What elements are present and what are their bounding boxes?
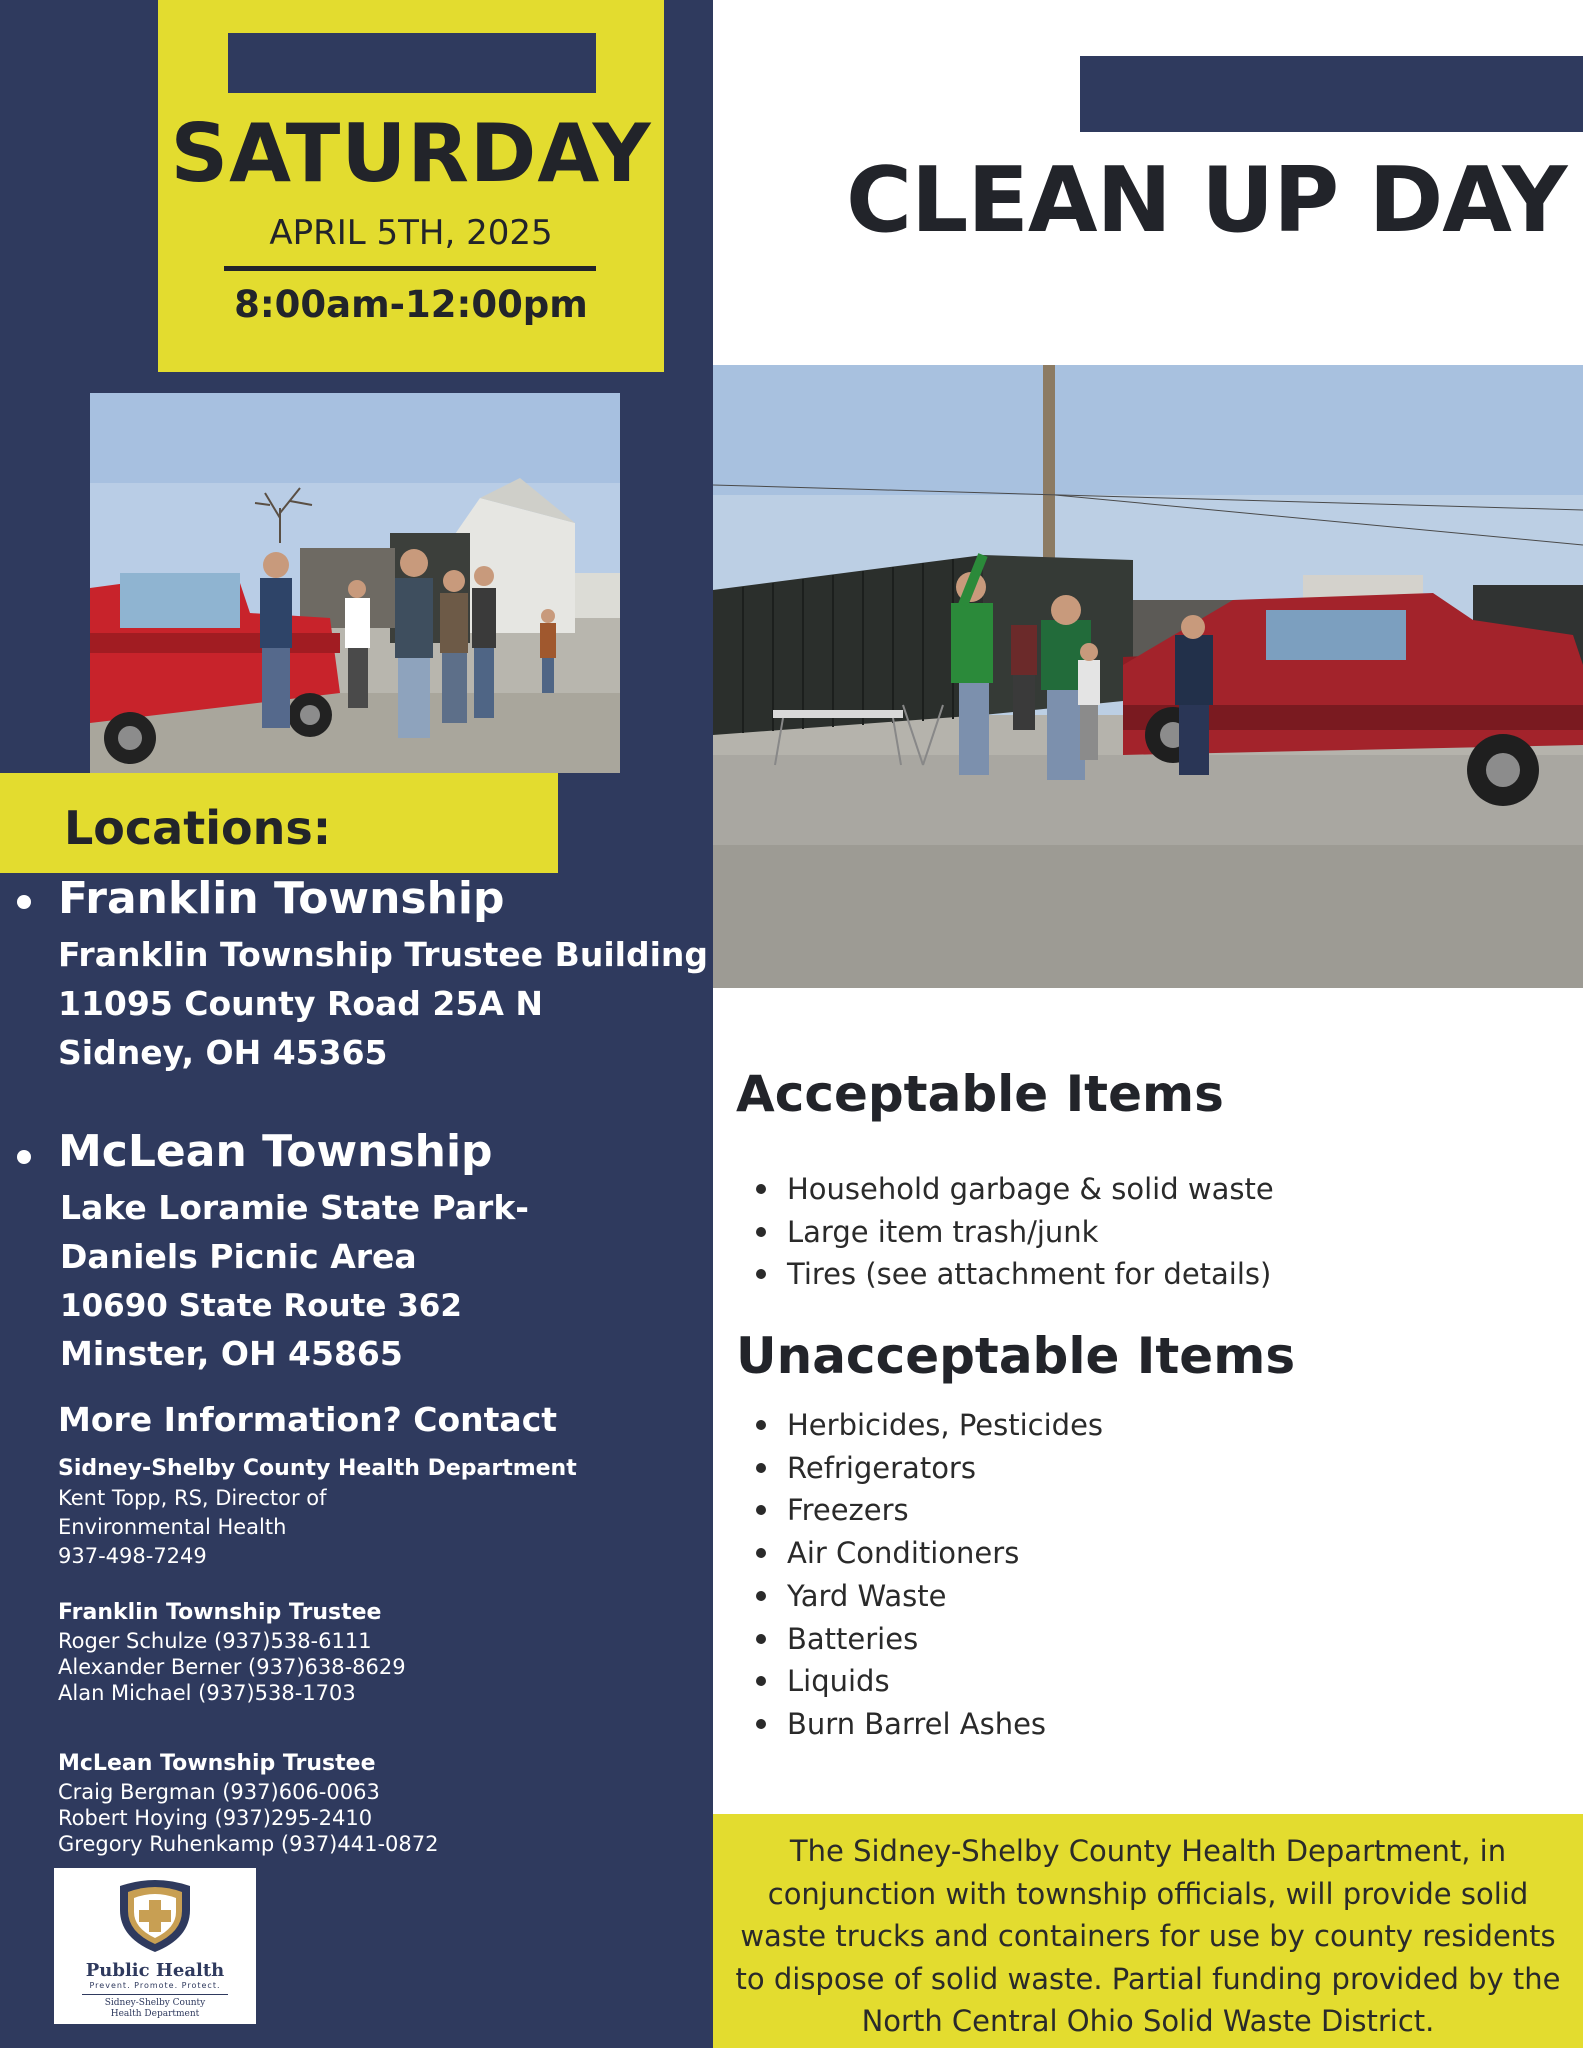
location-mclean-line: Minster, OH 45865 [60, 1334, 403, 1373]
contact-org-name: McLean Township Trustee [58, 1751, 376, 1776]
list-item [756, 1703, 1103, 1746]
public-health-logo [54, 1868, 256, 2024]
logo-dept-line: Sidney-Shelby County [104, 1998, 206, 2008]
contact-line: Alexander Berner (937)638-8629 [58, 1655, 406, 1679]
bullet-icon [756, 1420, 766, 1430]
contact-mclean-trustee [58, 1749, 438, 1857]
bullet-icon [756, 1548, 766, 1558]
contact-phone: 937-498-7249 [58, 1544, 207, 1568]
info-note-line: North Central Ohio Solid Waste District. [861, 2004, 1435, 2038]
logo-tagline: Prevent. Promote. Protect. [89, 1981, 221, 1990]
unacceptable-list [756, 1404, 1103, 1746]
bullet-icon [756, 1505, 766, 1515]
bullet-icon [17, 895, 31, 909]
info-note-line: waste trucks and containers for use by county residents [740, 1919, 1556, 1953]
shield-cross-icon [54, 1868, 256, 1960]
location-mclean-line: Daniels Picnic Area [60, 1237, 417, 1276]
event-time: 8:00am-12:00pm [234, 283, 588, 326]
acceptable-list [756, 1168, 1274, 1296]
list-item [756, 1404, 1103, 1447]
location-franklin-line: Franklin Township Trustee Building [58, 935, 708, 974]
bullet-icon [756, 1184, 766, 1194]
decorative-bar [228, 33, 596, 93]
info-note-line: to dispose of solid waste. Partial funding provided by the [735, 1961, 1561, 1996]
bullet-icon [756, 1676, 766, 1686]
list-item-label: Burn Barrel Ashes [787, 1706, 1047, 1741]
bullet-icon [17, 1150, 31, 1164]
bullet-icon [756, 1227, 766, 1237]
list-item [756, 1575, 1103, 1618]
location-mclean-line: Lake Loramie State Park- [60, 1188, 529, 1227]
event-day: SATURDAY [170, 107, 652, 200]
info-note-line: conjunction with township officials, will provide solid [767, 1876, 1529, 1911]
list-item-label: Air Conditioners [787, 1536, 1020, 1571]
list-item-label: Freezers [787, 1493, 909, 1528]
location-franklin-line: 11095 County Road 25A N [58, 984, 543, 1023]
event-date: APRIL 5TH, 2025 [269, 213, 553, 253]
location-franklin-line: Sidney, OH 45365 [58, 1033, 388, 1072]
bullet-icon [756, 1634, 766, 1644]
info-note-line: The Sidney-Shelby County Health Department, in [789, 1834, 1507, 1868]
location-mclean-line: 10690 State Route 362 [60, 1288, 462, 1324]
photo-dumpster-collection [713, 365, 1583, 988]
date-box [158, 0, 664, 372]
list-item [756, 1489, 1103, 1532]
contact-line: Roger Schulze (937)538-6111 [58, 1629, 372, 1653]
list-item-label: Batteries [787, 1621, 919, 1656]
logo-dept-line: Health Department [110, 2009, 200, 2019]
contact-heading: More Information? Contact [58, 1400, 558, 1439]
acceptable-heading: Acceptable Items [736, 1065, 1224, 1123]
list-item [756, 1618, 1103, 1661]
photo-residents-at-truck [90, 393, 620, 773]
list-item [756, 1660, 1103, 1703]
logo-title: Public Health [85, 1960, 225, 1981]
list-item-label: Refrigerators [787, 1450, 976, 1485]
contact-line: Robert Hoying (937)295-2410 [58, 1806, 373, 1830]
contact-line: Kent Topp, RS, Director of [58, 1486, 327, 1510]
divider [224, 266, 596, 271]
list-item [756, 1447, 1103, 1490]
list-item [756, 1532, 1103, 1575]
logo-dept [54, 1998, 256, 2020]
unacceptable-heading: Unacceptable Items [736, 1327, 1296, 1385]
bullet-icon [756, 1719, 766, 1729]
contact-line: Gregory Ruhenkamp (937)441-0872 [58, 1832, 439, 1856]
info-note-box [713, 1814, 1583, 2048]
list-item [756, 1168, 1274, 1211]
bullet-icon [756, 1591, 766, 1601]
list-item-label: Yard Waste [787, 1578, 947, 1613]
locations-heading-box [0, 773, 558, 873]
list-item [756, 1253, 1274, 1296]
list-item-label: Household garbage & solid waste [787, 1172, 1274, 1206]
contact-line: Alan Michael (937)538-1703 [58, 1681, 356, 1705]
logo-rule [82, 1994, 228, 1995]
location-mclean-name: McLean Township [58, 1126, 493, 1177]
contact-health-dept [58, 1454, 577, 1571]
locations-heading: Locations: [64, 801, 332, 855]
list-item-label: Tires (see attachment for details) [787, 1257, 1272, 1292]
list-item-label: Large item trash/junk [787, 1214, 1099, 1249]
list-item-label: Liquids [787, 1664, 890, 1699]
list-item-label: Herbicides, Pesticides [787, 1408, 1104, 1442]
contact-franklin-trustee [58, 1598, 406, 1706]
contact-line: Craig Bergman (937)606-0063 [58, 1780, 380, 1804]
title-bar [1080, 56, 1583, 132]
location-franklin-name: Franklin Township [58, 873, 505, 924]
contact-line: Environmental Health [58, 1515, 287, 1539]
contact-org-name: Sidney-Shelby County Health Department [58, 1456, 577, 1481]
info-note [713, 1830, 1583, 2043]
bullet-icon [756, 1463, 766, 1473]
list-item [756, 1211, 1274, 1254]
contact-org-name: Franklin Township Trustee [58, 1600, 382, 1625]
bullet-icon [756, 1269, 766, 1279]
page-title: CLEAN UP DAY [846, 148, 1567, 253]
